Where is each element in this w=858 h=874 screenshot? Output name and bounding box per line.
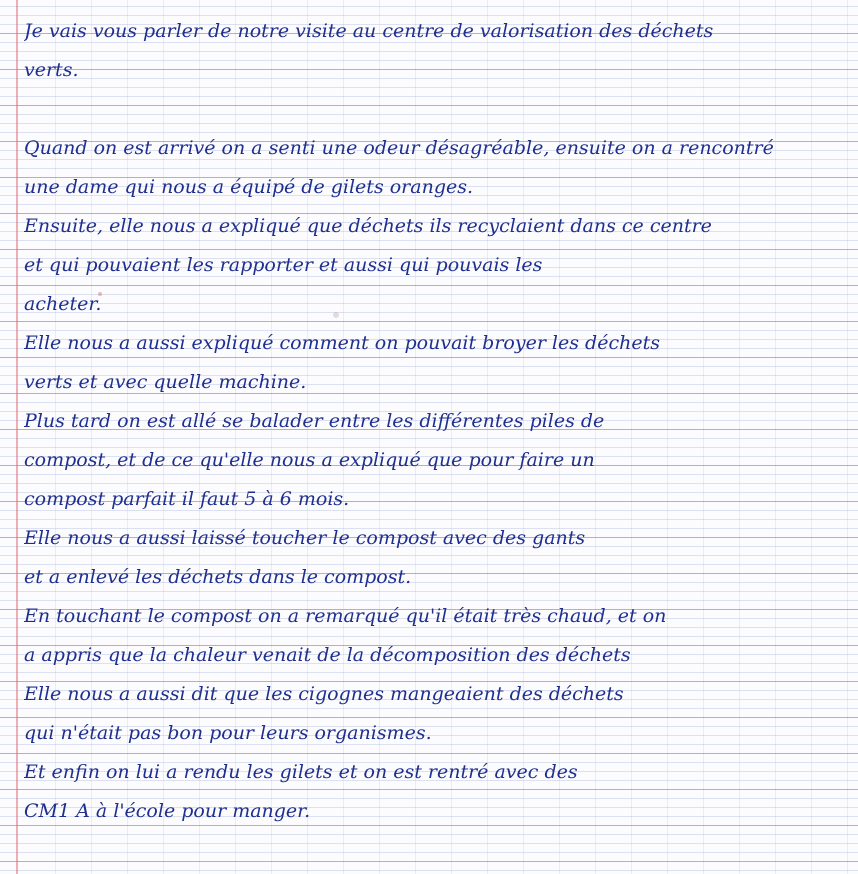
text-line: Je vais vous parler de notre visite au centre de valorisation des déchets xyxy=(24,20,714,42)
text-line: Ensuite, elle nous a expliqué que déchets ils recyclaient dans ce centre xyxy=(24,215,712,237)
text-line: CM1 A à l'école pour manger. xyxy=(24,800,311,822)
text-line: Elle nous a aussi dit que les cigognes mangeaient des déchets xyxy=(24,683,624,705)
text-line: Et enfin on lui a rendu les gilets et on est rentré avec des xyxy=(24,761,578,783)
text-line: et qui pouvaient les rapporter et aussi qui pouvais les xyxy=(24,254,543,276)
text-line: Quand on est arrivé on a senti une odeur désagréable, ensuite on a rencontré xyxy=(24,137,774,159)
text-line: verts et avec quelle machine. xyxy=(24,371,307,393)
text-line: Plus tard on est allé se balader entre les différentes piles de xyxy=(24,410,605,432)
text-line: Elle nous a aussi laissé toucher le compost avec des gants xyxy=(24,527,586,549)
text-line: acheter. xyxy=(24,293,102,315)
text-line: compost parfait il faut 5 à 6 mois. xyxy=(24,488,350,510)
text-line: qui n'était pas bon pour leurs organismes. xyxy=(24,722,432,744)
handwritten-text xyxy=(24,12,850,831)
text-line: verts. xyxy=(24,59,79,81)
margin-line xyxy=(16,0,18,874)
text-line: une dame qui nous a équipé de gilets oranges. xyxy=(24,176,474,198)
text-line: et a enlevé les déchets dans le compost. xyxy=(24,566,412,588)
text-line: compost, et de ce qu'elle nous a expliqué que pour faire un xyxy=(24,449,595,471)
text-line: Elle nous a aussi expliqué comment on pouvait broyer les déchets xyxy=(24,332,660,354)
text-line: a appris que la chaleur venait de la décomposition des déchets xyxy=(24,644,631,666)
paragraph-gap xyxy=(24,90,850,129)
text-line: En touchant le compost on a remarqué qu'il était très chaud, et on xyxy=(24,605,667,627)
